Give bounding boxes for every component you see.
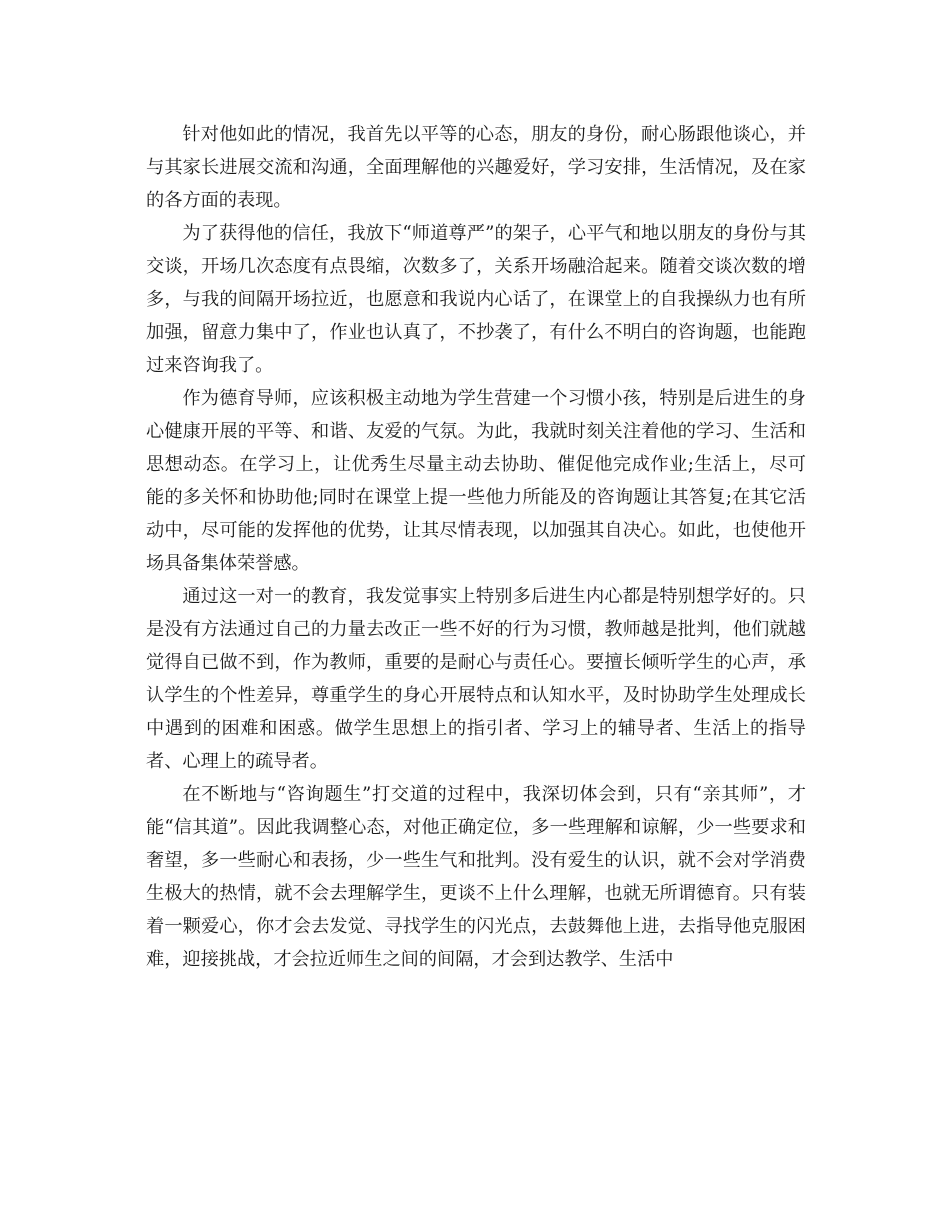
paragraph-5: 在不断地与“咨询题生”打交道的过程中，我深切体会到，只有“亲其师”，才能“信其道”。因此我调整心态，对他正确定位，多一些理解和谅解，少一些要求和奢望，多一些耐心和表扬，少一些生气和批判。没有爱生的认识，就不会对学消费生极大的热情，就不会去理解学生，更谈不上什么理解，也就无所谓德育。只有装着一颗爱心，你才会去发觉、寻找学生的闪光点，去鼓舞他上进，去指导他克服困难，迎接挑战，才会拉近师生之间的间隔，才会到达教学、生活中 [146, 784, 806, 970]
paragraph-1: 针对他如此的情况，我首先以平等的心态，朋友的身份，耐心肠跟他谈心，并与其家长进展交流和沟通，全面理解他的兴趣爱好，学习安排，生活情况，及在家的各方面的表现。 [146, 124, 806, 211]
document-page [146, 118, 806, 976]
paragraph-4: 通过这一对一的教育，我发觉事实上特别多后进生内心都是特别想学好的。只是没有方法通过自己的力量去改正一些不好的行为习惯，教师越是批判，他们就越觉得自已做不到，作为教师，重要的是耐心与责任心。要擅长倾听学生的心声，承认学生的个性差异，尊重学生的身心开展特点和认知水平，及时协助学生处理成长中遇到的困难和困惑。做学生思想上的指引者、学习上的辅导者、生活上的指导者、心理上的疏导者。 [146, 586, 806, 772]
paragraph-3: 作为德育导师，应该积极主动地为学生营建一个习惯小孩，特别是后进生的身心健康开展的平等、和谐、友爱的气氛。为此，我就时刻关注着他的学习、生活和思想动态。在学习上，让优秀生尽量主动去协助、催促他完成作业;生活上，尽可能的多关怀和协助他;同时在课堂上提一些他力所能及的咨询题让其答复;在其它活动中，尽可能的发挥他的优势，让其尽情表现，以加强其自决心。如此，也使他开场具备集体荣誉感。 [146, 388, 806, 574]
paragraph-2: 为了获得他的信任，我放下“师道尊严”的架子，心平气和地以朋友的身份与其交谈，开场几次态度有点畏缩，次数多了，关系开场融洽起来。随着交谈次数的增多，与我的间隔开场拉近，也愿意和我说内心话了，在课堂上的自我操纵力也有所加强，留意力集中了，作业也认真了，不抄袭了，有什么不明白的咨询题，也能跑过来咨询我了。 [146, 223, 806, 376]
